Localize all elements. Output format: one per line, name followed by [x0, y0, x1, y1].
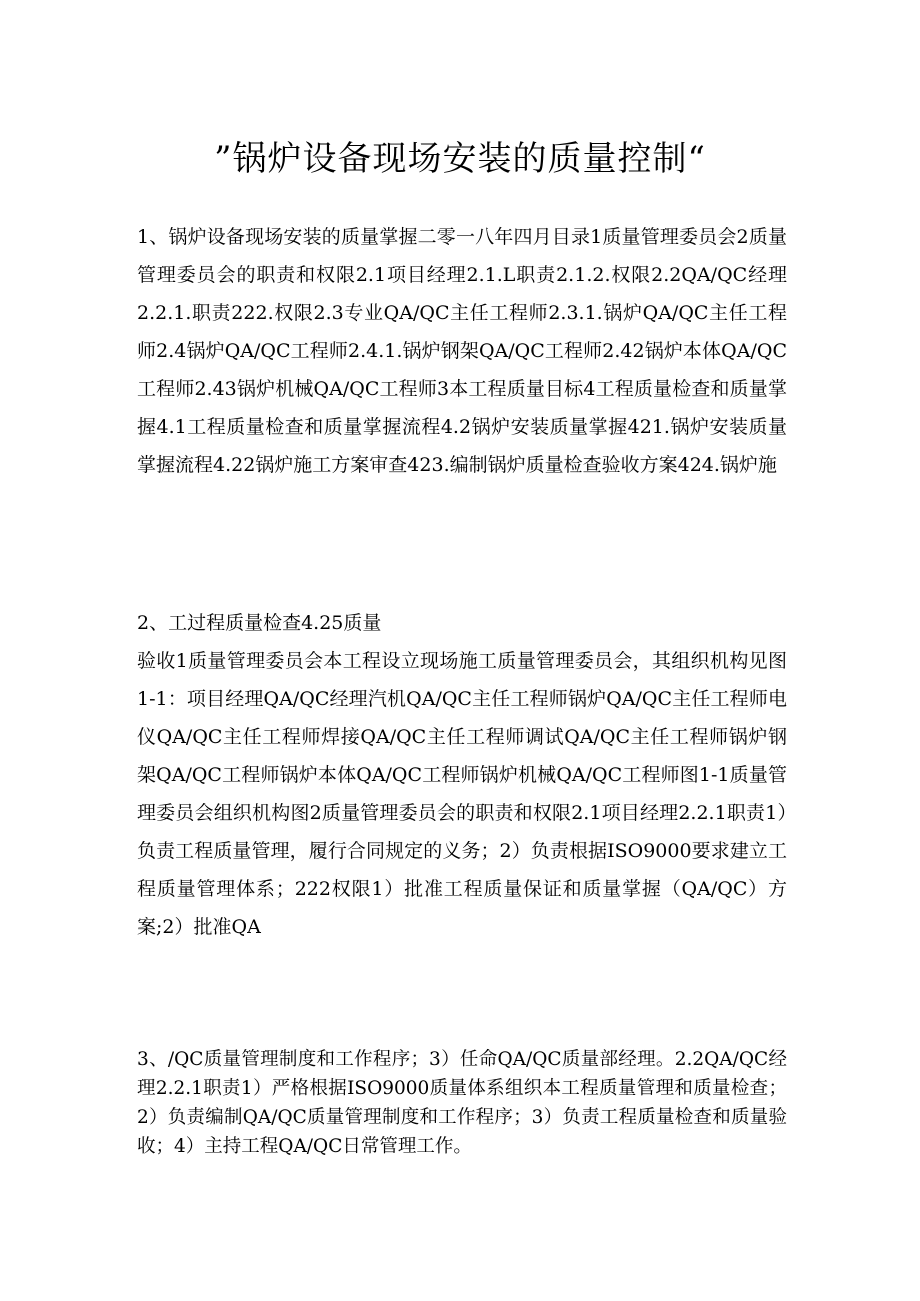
document-title: ”锅炉设备现场安装的质量控制“	[214, 139, 706, 179]
paragraph-2-body: 验收1质量管理委员会本工程设立现场施工质量管理委员会，其组织机构见图1-1：项目经理QA/QC经理汽机QA/QC主任工程师锅炉QA/QC主任工程师电仪QA/QC主任工程师焊接QA/QC主任工程师调试QA/QC主任工程师锅炉钢架QA/QC工程师锅炉本体QA/QC工程师锅炉机械QA/QC工程师图1-1质量管理委员会组织机构图2质量管理委员会的职责和权限2.1项目经理2.2.1职责1）负责工程质量管理，履行合同规定的义务；2）负责根据ISO9000要求建立工程质量管理体系；222权限1）批准工程质量保证和质量掌握（QA/QC）方案;2）批准QA	[137, 650, 787, 938]
paragraph-1: 1、锅炉设备现场安装的质量掌握二零一八年四月目录1质量管理委员会2质量管理委员会的职责和权限2.1项目经理2.1.L职责2.1.2.权限2.2QA/QC经理2.2.1.职责222.权限2.3专业QA/QC主任工程师2.3.1.锅炉QA/QC主任工程师2.4锅炉QA/QC工程师2.4.1.锅炉钢架QA/QC工程师2.42锅炉本体QA/QC工程师2.43锅炉机械QA/QC工程师3本工程质量目标4工程质量检查和质量掌握4.1工程质量检查和质量掌握流程4.2锅炉安装质量掌握421.锅炉安装质量掌握流程4.22锅炉施工方案审查423.编制锅炉质量检查验收方案424.锅炉施	[137, 226, 787, 476]
paragraph-3: 3、/QC质量管理制度和工作程序；3）任命QA/QC质量部经理。2.2QA/QC经理2.2.1职责1）严格根据ISO9000质量体系组织本工程质量管理和质量检查；2）负责编制QA/QC质量管理制度和工作程序；3）负责工程质量检查和质量验收；4）主持工程QA/QC日常管理工作。	[137, 1049, 787, 1157]
paragraph-2-lead: 2、工过程质量检查4.25质量	[137, 612, 382, 634]
paragraph-2	[137, 604, 787, 946]
